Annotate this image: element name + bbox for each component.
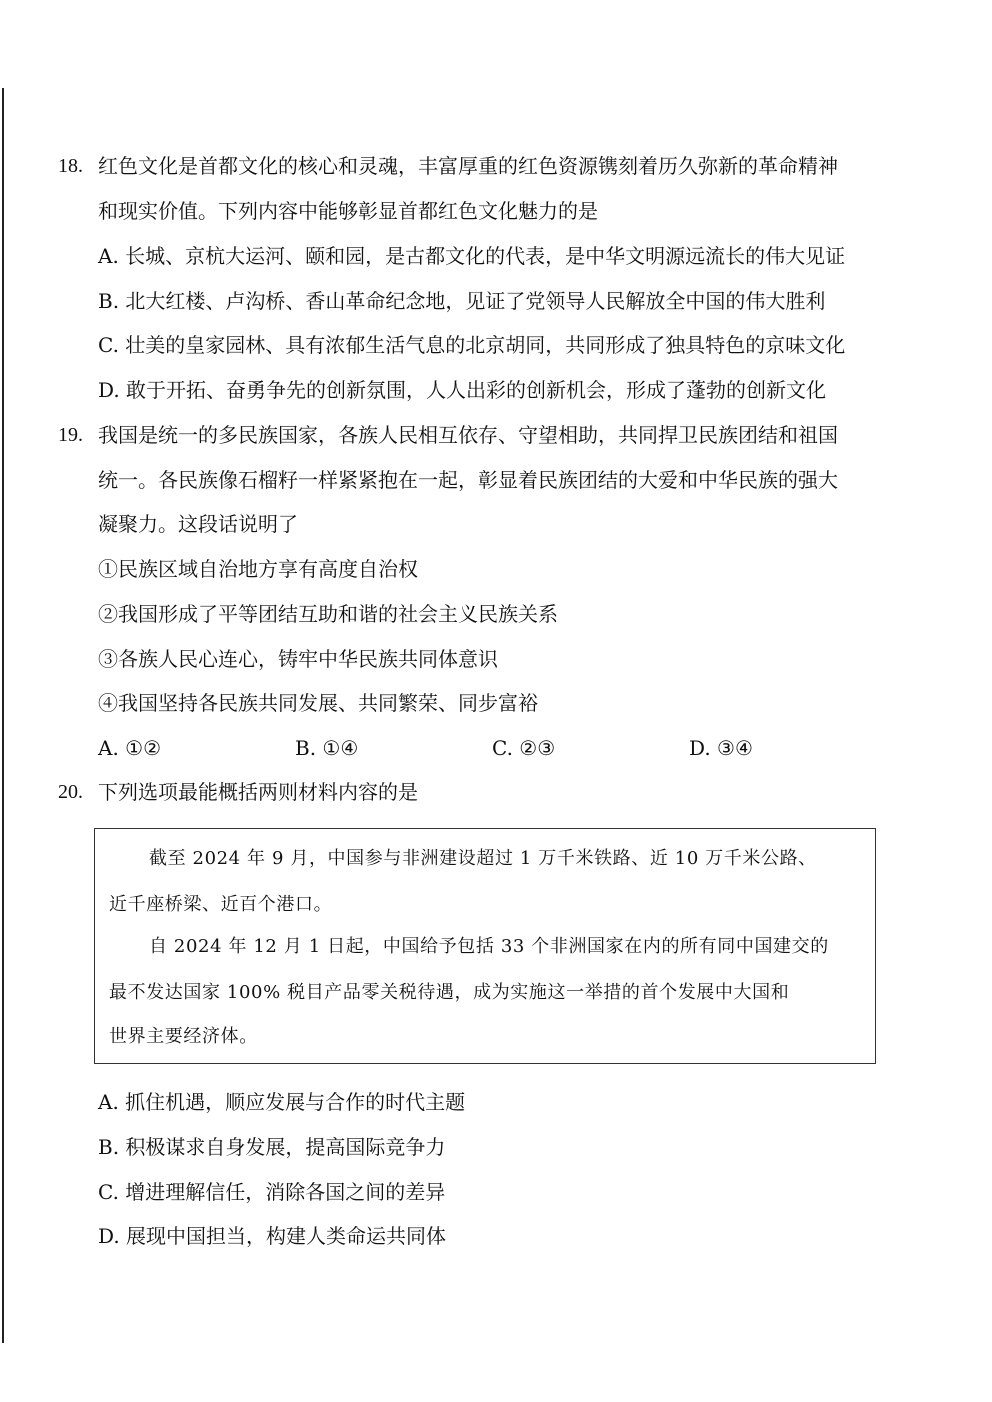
question-stem-line: 凝聚力。这段话说明了: [98, 512, 298, 536]
question-stem-line: 我国是统一的多民族国家，各族人民相互依存、守望相助，共同捍卫民族团结和祖国: [98, 423, 838, 447]
question-number: 18.: [58, 155, 83, 177]
option-c: C. ②③: [492, 736, 556, 760]
option-d: D. 展现中国担当，构建人类命运共同体: [98, 1224, 447, 1248]
material-line: 世界主要经济体。: [109, 1026, 258, 1047]
material-line: 近千座桥梁、近百个港口。: [109, 894, 333, 915]
option-d: D. 敢于开拓、奋勇争先的创新氛围，人人出彩的创新机会，形成了蓬勃的创新文化: [98, 378, 827, 402]
material-line: 最不发达国家 100% 税目产品零关税待遇，成为实施这一举措的首个发展中大国和: [109, 982, 790, 1003]
material-box: [94, 828, 876, 1064]
option-row: [98, 736, 798, 760]
question-stem-line: 红色文化是首都文化的核心和灵魂，丰富厚重的红色资源镌刻着历久弥新的革命精神: [98, 154, 838, 178]
statement-4: ④我国坚持各民族共同发展、共同繁荣、同步富裕: [98, 691, 538, 715]
statement-2: ②我国形成了平等团结互助和谐的社会主义民族关系: [98, 602, 558, 626]
question-stem-line: 统一。各民族像石榴籽一样紧紧抱在一起，彰显着民族团结的大爱和中华民族的强大: [98, 468, 838, 492]
option-c: C. 壮美的皇家园林、具有浓郁生活气息的北京胡同，共同形成了独具特色的京味文化: [98, 333, 846, 357]
option-d: D. ③④: [689, 736, 753, 760]
question-number: 20.: [58, 781, 83, 803]
option-c: C. 增进理解信任，消除各国之间的差异: [98, 1180, 446, 1204]
statement-3: ③各族人民心连心，铸牢中华民族共同体意识: [98, 647, 498, 671]
material-line: 自 2024 年 12 月 1 日起，中国给予包括 33 个非洲国家在内的所有同中国建交的: [149, 936, 829, 957]
option-b: B. 积极谋求自身发展，提高国际竞争力: [98, 1135, 446, 1159]
page-left-border: [2, 88, 4, 1343]
option-a: A. 抓住机遇，顺应发展与合作的时代主题: [98, 1090, 466, 1114]
question-stem-line: 和现实价值。下列内容中能够彰显首都红色文化魅力的是: [98, 199, 598, 223]
option-b: B. ①④: [295, 736, 359, 760]
option-b: B. 北大红楼、卢沟桥、香山革命纪念地，见证了党领导人民解放全中国的伟大胜利: [98, 289, 826, 313]
statement-1: ①民族区域自治地方享有高度自治权: [98, 557, 418, 581]
option-a: A. ①②: [98, 736, 162, 760]
question-stem-line: 下列选项最能概括两则材料内容的是: [98, 780, 418, 804]
question-number: 19.: [58, 424, 83, 446]
option-a: A. 长城、京杭大运河、颐和园，是古都文化的代表，是中华文明源远流长的伟大见证: [98, 244, 846, 268]
material-line: 截至 2024 年 9 月，中国参与非洲建设超过 1 万千米铁路、近 10 万千米公路、: [149, 848, 817, 869]
